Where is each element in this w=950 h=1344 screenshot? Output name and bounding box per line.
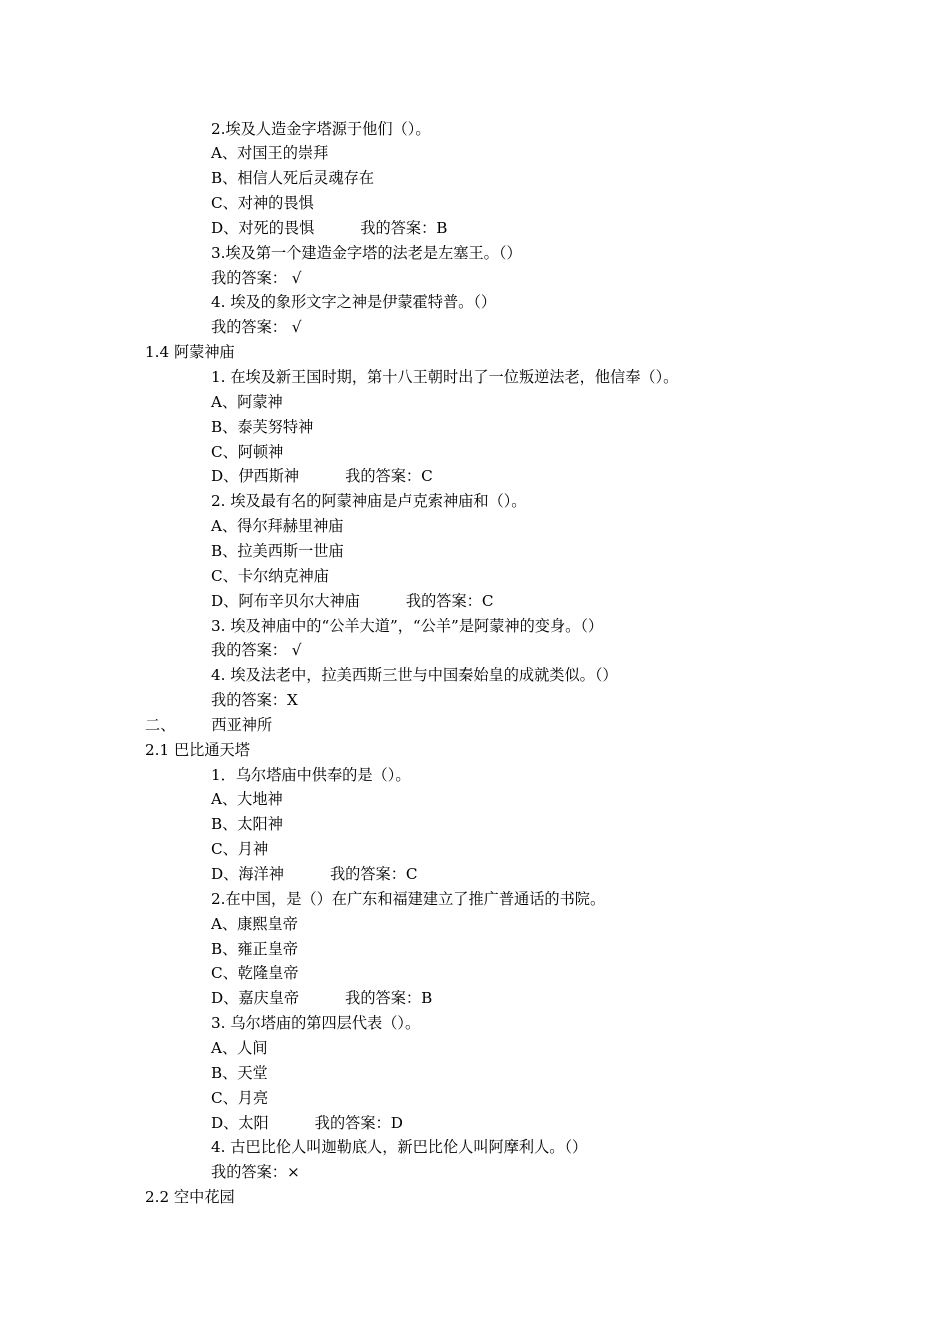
line-text: A、康熙皇帝 (211, 914, 298, 933)
section-heading (145, 738, 250, 763)
question-line (211, 937, 298, 962)
question-line (211, 489, 526, 514)
question-line (211, 986, 432, 1011)
line-text: 4. 埃及法老中，拉美西斯三世与中国秦始皇的成就类似。（） (211, 666, 618, 685)
question-line (211, 688, 298, 713)
line-text: C、卡尔纳克神庙 (211, 566, 329, 585)
question-line (211, 638, 301, 663)
line-text: 我的答案： √ (211, 318, 302, 337)
line-text: D、阿布辛贝尔大神庙 (211, 591, 360, 610)
question-line (211, 961, 299, 986)
question-line (211, 390, 283, 415)
question-line (211, 365, 678, 390)
line-text: 我的答案：X (211, 691, 298, 710)
line-text: 2.1 巴比通天塔 (145, 740, 250, 759)
question-line (211, 1135, 587, 1160)
question-line (211, 216, 447, 241)
line-text: D、太阳 (211, 1113, 269, 1132)
question-line (211, 166, 374, 191)
line-text: A、大地神 (211, 790, 283, 809)
line-text: C、月亮 (211, 1088, 269, 1107)
question-line (211, 315, 301, 340)
question-line (211, 614, 603, 639)
section-heading (145, 340, 235, 365)
question-line (211, 440, 283, 465)
question-line (211, 290, 496, 315)
question-line (211, 837, 268, 862)
line-text: A、得尔拜赫里神庙 (211, 517, 344, 536)
line-text: 2.在中国，是（）在广东和福建建立了推广普通话的书院。 (211, 889, 606, 908)
answer-text: 我的答案：C (329, 865, 418, 883)
line-text: C、阿顿神 (211, 442, 284, 461)
answer-text: 我的答案：C (345, 467, 433, 486)
line-text: B、相信人死后灵魂存在 (211, 169, 375, 188)
answer-text: 我的答案：C (405, 591, 494, 610)
line-text: D、伊西斯神 (211, 467, 300, 486)
line-text: 1. 在埃及新王国时期，第十八王朝时出了一位叛逆法老，他信奉（）。 (211, 368, 679, 386)
question-line (211, 812, 283, 837)
question-line (211, 1160, 300, 1185)
question-line (211, 266, 301, 291)
line-text: A、人间 (211, 1038, 268, 1057)
question-line (211, 663, 618, 688)
question-line (211, 241, 522, 266)
question-line (211, 415, 313, 440)
line-text: 3. 埃及神庙中的“公羊大道”，“公羊”是阿蒙神的变身。（） (211, 616, 604, 635)
answer-text: 我的答案：B (360, 218, 448, 237)
question-line (211, 117, 431, 142)
question-line (211, 191, 314, 216)
line-text: 3. 乌尔塔庙的第四层代表（）。 (211, 1014, 421, 1033)
question-line (211, 1011, 420, 1036)
line-text: A、对国王的崇拜 (211, 144, 329, 163)
line-text: 2.2 空中花园 (145, 1188, 235, 1207)
question-line (211, 464, 433, 489)
line-text: B、雍正皇帝 (211, 939, 299, 958)
question-line (211, 589, 493, 614)
line-text: 2. 埃及最有名的阿蒙神庙是卢克索神庙和（）。 (211, 492, 527, 511)
question-line (211, 514, 343, 539)
section-title: 西亚神所 (211, 715, 273, 734)
line-text: 1．乌尔塔庙中供奉的是（）。 (211, 765, 411, 784)
line-text: A、阿蒙神 (211, 392, 283, 411)
question-line (211, 1111, 403, 1136)
question-line (211, 1061, 268, 1086)
line-text: C、乾隆皇帝 (211, 964, 299, 983)
line-text: 二、 (145, 715, 176, 734)
line-text: 我的答案： √ (211, 641, 302, 660)
line-text: 2.埃及人造金字塔源于他们（）。 (211, 119, 431, 138)
line-text: B、天堂 (211, 1063, 268, 1082)
line-text: 4. 埃及的象形文字之神是伊蒙霍特普。（） (211, 293, 497, 312)
line-text: 3.埃及第一个建造金字塔的法老是左塞王。（） (211, 243, 522, 262)
question-line (211, 539, 344, 564)
line-text: 我的答案： √ (211, 268, 302, 287)
question-line (211, 887, 605, 912)
question-line (211, 141, 328, 166)
question-line (211, 1036, 268, 1061)
line-text: D、嘉庆皇帝 (211, 989, 300, 1008)
question-line (211, 862, 418, 887)
line-text: 我的答案：× (211, 1163, 300, 1182)
question-line (211, 912, 298, 937)
question-line (211, 787, 283, 812)
line-text: B、太阳神 (211, 815, 283, 834)
answer-text: 我的答案：D (314, 1113, 403, 1132)
section-heading (145, 713, 272, 738)
line-text: B、泰芙努特神 (211, 417, 314, 436)
line-text: D、对死的畏惧 (211, 218, 315, 237)
line-text: 1.4 阿蒙神庙 (145, 343, 235, 362)
question-line (211, 763, 411, 788)
question-line (211, 1086, 268, 1111)
answer-text: 我的答案：B (345, 989, 433, 1008)
question-line (211, 564, 329, 589)
line-text: B、拉美西斯一世庙 (211, 541, 344, 560)
line-text: C、对神的畏惧 (211, 194, 314, 213)
line-text: C、月神 (211, 840, 269, 859)
section-heading (145, 1185, 235, 1210)
line-text: D、海洋神 (211, 865, 284, 883)
line-text: 4. 古巴比伦人叫迦勒底人，新巴比伦人叫阿摩利人。（） (211, 1138, 588, 1157)
